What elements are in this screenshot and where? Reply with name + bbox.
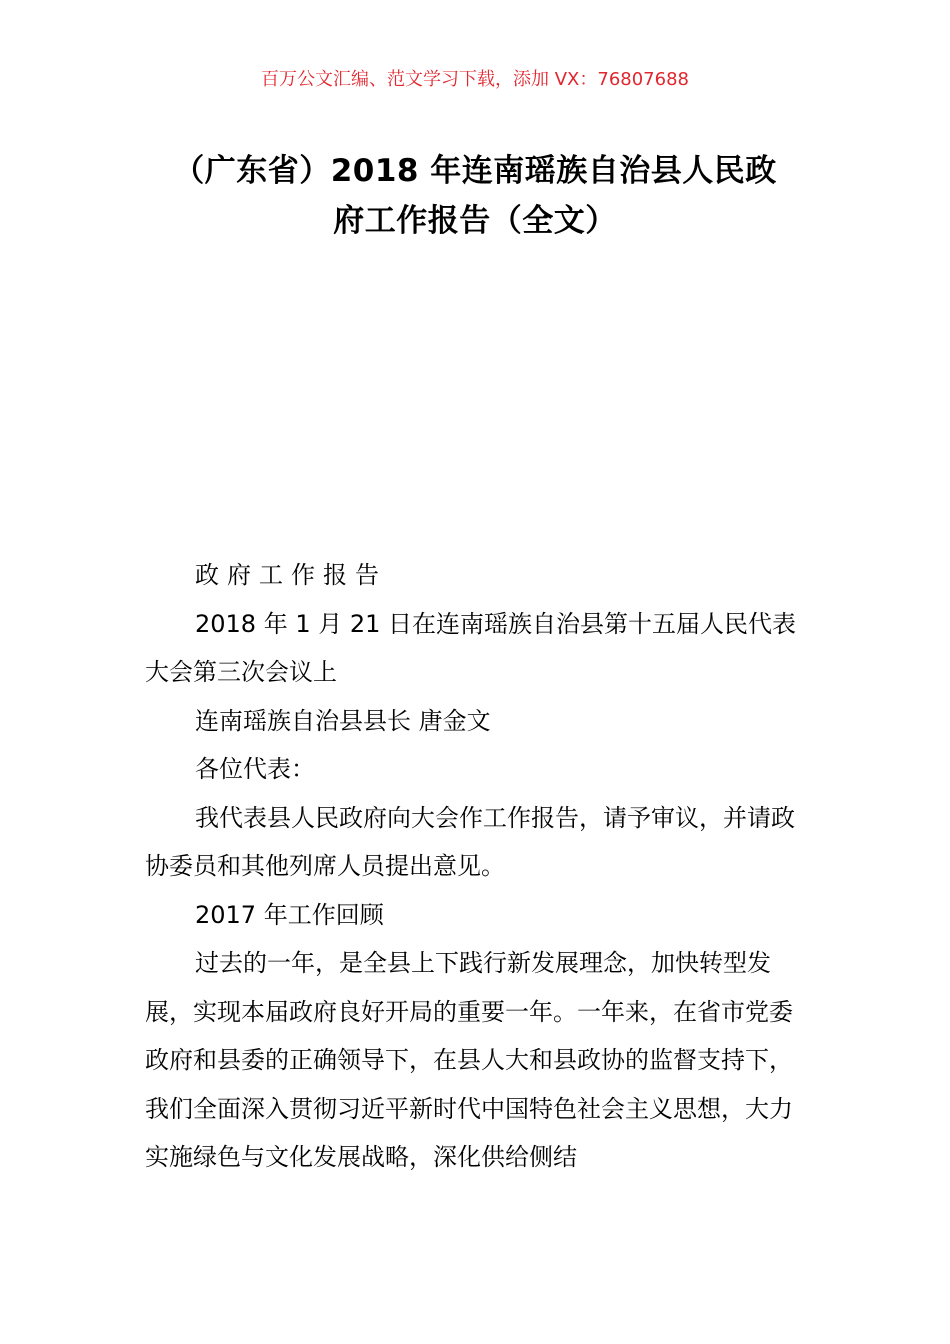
document-title-line-2: 府工作报告（全文） <box>333 203 617 239</box>
speaker-line: 连南瑶族自治县县长 唐金文 <box>195 706 491 735</box>
document-body <box>145 551 811 1182</box>
document-title <box>140 146 810 246</box>
meeting-line: 2018 年 1 月 21 日在连南瑶族自治县第十五届人民代表大会第三次会议上 <box>145 609 797 686</box>
salutation: 各位代表： <box>195 755 315 783</box>
body-paragraph: 过去的一年，是全县上下践行新发展理念，加快转型发展，实现本届政府良好开局的重要一年。一年来，在省市党委政府和县委的正确领导下，在县人大和县政协的监督支持下，我们全面深入贯彻习近平新时代中国特色社会主义思想，大力实施绿色与文化发展战略，深化供给侧结 <box>145 949 793 1171</box>
report-heading: 政府工作报告 <box>195 561 387 589</box>
intro-paragraph: 我代表县人民政府向大会作工作报告，请予审议，并请政协委员和其他列席人员提出意见。 <box>145 803 795 880</box>
document-title-line-1: （广东省）2018 年连南瑶族自治县人民政 <box>173 153 777 189</box>
section-title: 2017 年工作回顾 <box>195 900 384 929</box>
header-watermark-note: 百万公文汇编、范文学习下载，添加 VX：76807688 <box>261 69 689 90</box>
